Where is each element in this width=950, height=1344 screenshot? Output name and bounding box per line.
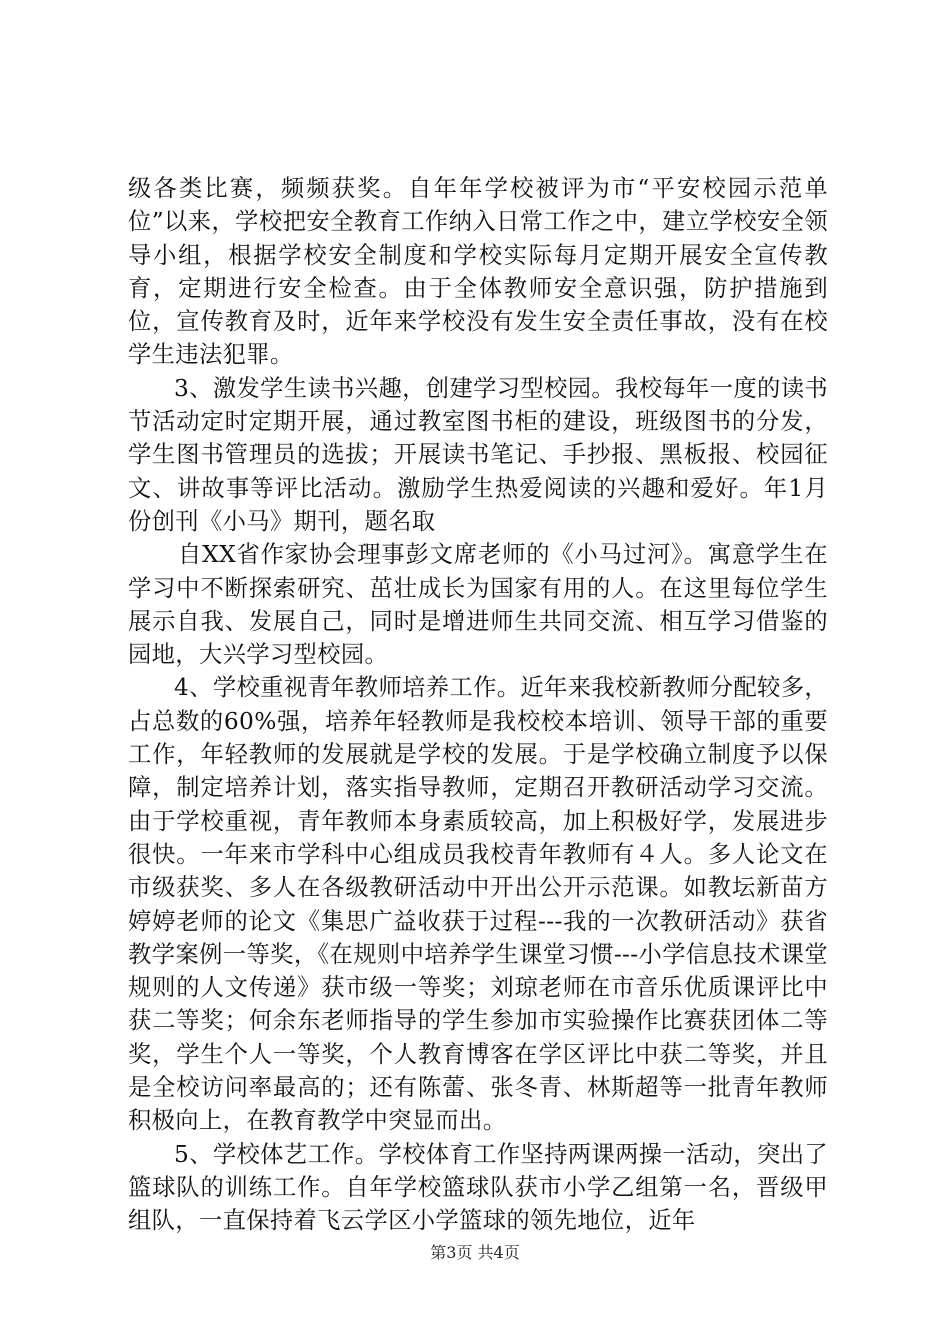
paragraph-sports-arts: 5、学校体艺工作。学校体育工作坚持两课两操一活动，突出了篮球队的训练工作。自年学校篮球队获市小学乙组第一名，晋级甲组队，一直保持着飞云学区小学篮球的领先地位，近年 bbox=[128, 1140, 828, 1235]
paragraph-reading-continued: 自XX省作家协会理事彭文席老师的《小马过河》。寓意学生在学习中不断探索研究、茁壮成长为国家有用的人。在这里每位学生展示自我、发展自己，同时是增进师生共同交流、相互学习借鉴的园地，大兴学习型校园。 bbox=[128, 541, 828, 669]
document-body bbox=[128, 172, 828, 1238]
paragraph-reading: 3、激发学生读书兴趣，创建学习型校园。我校每年一度的读书节活动定时定期开展，通过教室图书柜的建设，班级图书的分发，学生图书管理员的选拔；开展读书笔记、手抄报、黑板报、校园征文、讲故事等评比活动。激励学生热爱阅读的兴趣和爱好。年1月份创刊《小马》期刊，题名取 bbox=[128, 374, 828, 535]
paragraph-young-teachers: 4、学校重视青年教师培养工作。近年来我校新教师分配较多，占总数的60%强，培养年轻教师是我校校本培训、领导干部的重要工作，年轻教师的发展就是学校的发展。于是学校确立制度予以保障，制定培养计划，落实指导教师，定期召开教研活动学习交流。由于学校重视，青年教师本身素质较高，加上积极好学，发展进步很快。一年来市学科中心组成员我校青年教师有４人。多人论文在市级获奖、多人在各级教研活动中开出公开示范课。如教坛新苗方婷婷老师的论文《集思广益收获于过程---我的一次教研活动》获省教学案例一等奖，《在规则中培养学生课堂习惯---小学信息技术课堂规则的人文传递》获市级一等奖；刘琼老师在市音乐优质课评比中获二等奖；何余东老师指导的学生参加市实验操作比赛获团体二等奖，学生个人一等奖，个人教育博客在学区评比中获二等奖，并且是全校访问率最高的；还有陈蕾、张冬青、林斯超等一批青年教师积极向上，在教育教学中突显而出。 bbox=[128, 674, 828, 1135]
paragraph-safety: 级各类比赛，频频获奖。自年年学校被评为市“平安校园示范单位”以来，学校把安全教育工作纳入日常工作之中，建立学校安全领导小组，根据学校安全制度和学校实际每月定期开展安全宣传教育，定期进行安全检查。由于全体教师安全意识强，防护措施到位，宣传教育及时，近年来学校没有发生安全责任事故，没有在校学生违法犯罪。 bbox=[128, 175, 828, 369]
page-footer: 第3页 共4页 bbox=[430, 1243, 520, 1262]
